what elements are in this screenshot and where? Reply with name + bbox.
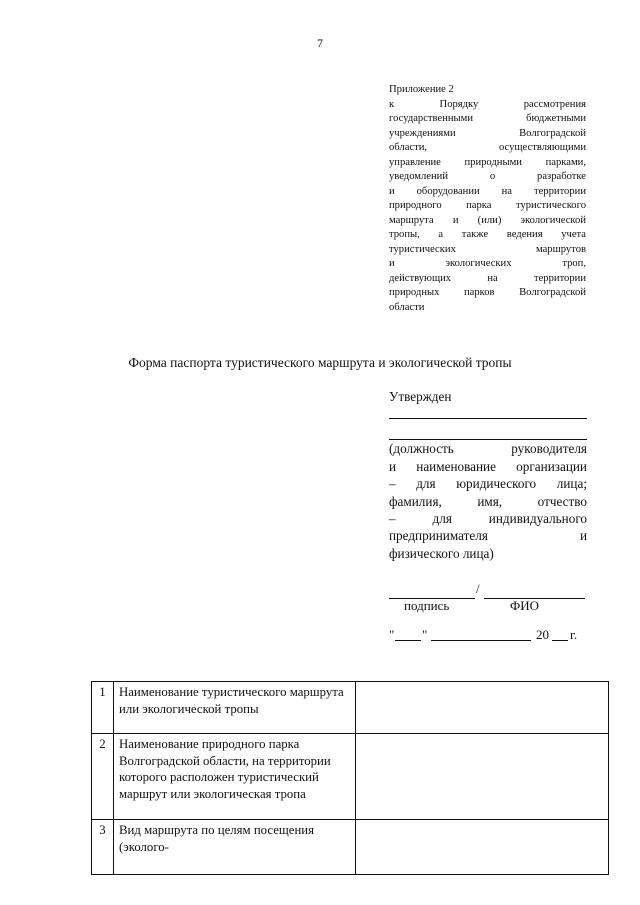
row-field-value[interactable] [356,734,609,820]
approval-note-line: фамилия, имя, отчество [389,493,587,509]
form-title: Форма паспорта туристического маршрута и экологической тропы [128,355,512,370]
passport-table [91,681,609,875]
appendix-line: области, осуществляющими [389,142,586,153]
signature-field[interactable] [389,585,475,599]
row-field-name: Наименование природного парка Волгоградской области, на территории которого расположен туристический маршрут или экологическая тропа [114,734,356,820]
date-quote-close: " [422,627,428,642]
appendix-line: и экологических троп, [389,258,586,269]
name-field[interactable] [484,585,585,599]
row-field-name: Наименование туристического маршрута или экологической тропы [114,682,356,734]
appendix-line: маршрута и (или) экологической [389,214,586,226]
appendix-line: действующих на территории [389,272,586,284]
date-year-suffix: г. [570,627,578,642]
appendix-line: тропы, а также ведения учета [389,229,586,240]
approval-note-line: предпринимателя и [389,528,587,544]
appendix-line: области [389,301,425,313]
signature-row [389,581,585,599]
approval-signature-line[interactable] [389,406,587,419]
row-field-value[interactable] [356,682,609,734]
date-year-prefix: 20 [536,627,549,642]
appendix-line: управление природными парками, [389,156,586,168]
page-number: 7 [317,36,323,50]
date-quote-open: " [389,627,395,642]
date-day-field[interactable] [395,627,421,641]
approval-note-line: (должность руководителя [389,441,587,457]
appendix-block [389,83,586,315]
approval-position-line[interactable] [389,427,587,440]
date-month-field[interactable] [431,627,531,641]
appendix-line: природных парков Волгоградской [389,287,586,298]
row-number: 2 [92,734,114,820]
approval-note-line: – для юридического лица; [389,476,587,492]
appendix-title: Приложение 2 [389,84,454,95]
date-row [389,627,589,645]
approval-block [389,388,587,562]
table-row [92,734,609,820]
date-year-field[interactable] [552,627,568,641]
appendix-line: и оборудовании на территории [389,185,586,197]
appendix-line: учреждениями Волгоградской [389,127,586,139]
approval-note-line: – для индивидуального [389,511,587,527]
approval-note-line: физического лица) [389,545,494,561]
row-number: 1 [92,682,114,734]
appendix-line: государственными бюджетными [389,113,586,124]
approval-note-line: и наименование организации [389,458,587,474]
row-field-name: Вид маршрута по целям посещения (эколого- [114,820,356,875]
appendix-line: природного парка туристического [389,200,586,211]
table-row [92,820,609,875]
approved-label: Утвержден [389,389,452,404]
appendix-line: туристических маршрутов [389,243,586,255]
row-field-value[interactable] [356,820,609,875]
row-number: 3 [92,820,114,875]
appendix-line: к Порядку рассмотрения [389,98,586,110]
signature-label: подпись [404,598,450,613]
name-label: ФИО [510,598,540,613]
signature-separator: / [476,581,480,596]
table-row [92,682,609,734]
appendix-line: уведомлений о разработке [389,171,586,182]
